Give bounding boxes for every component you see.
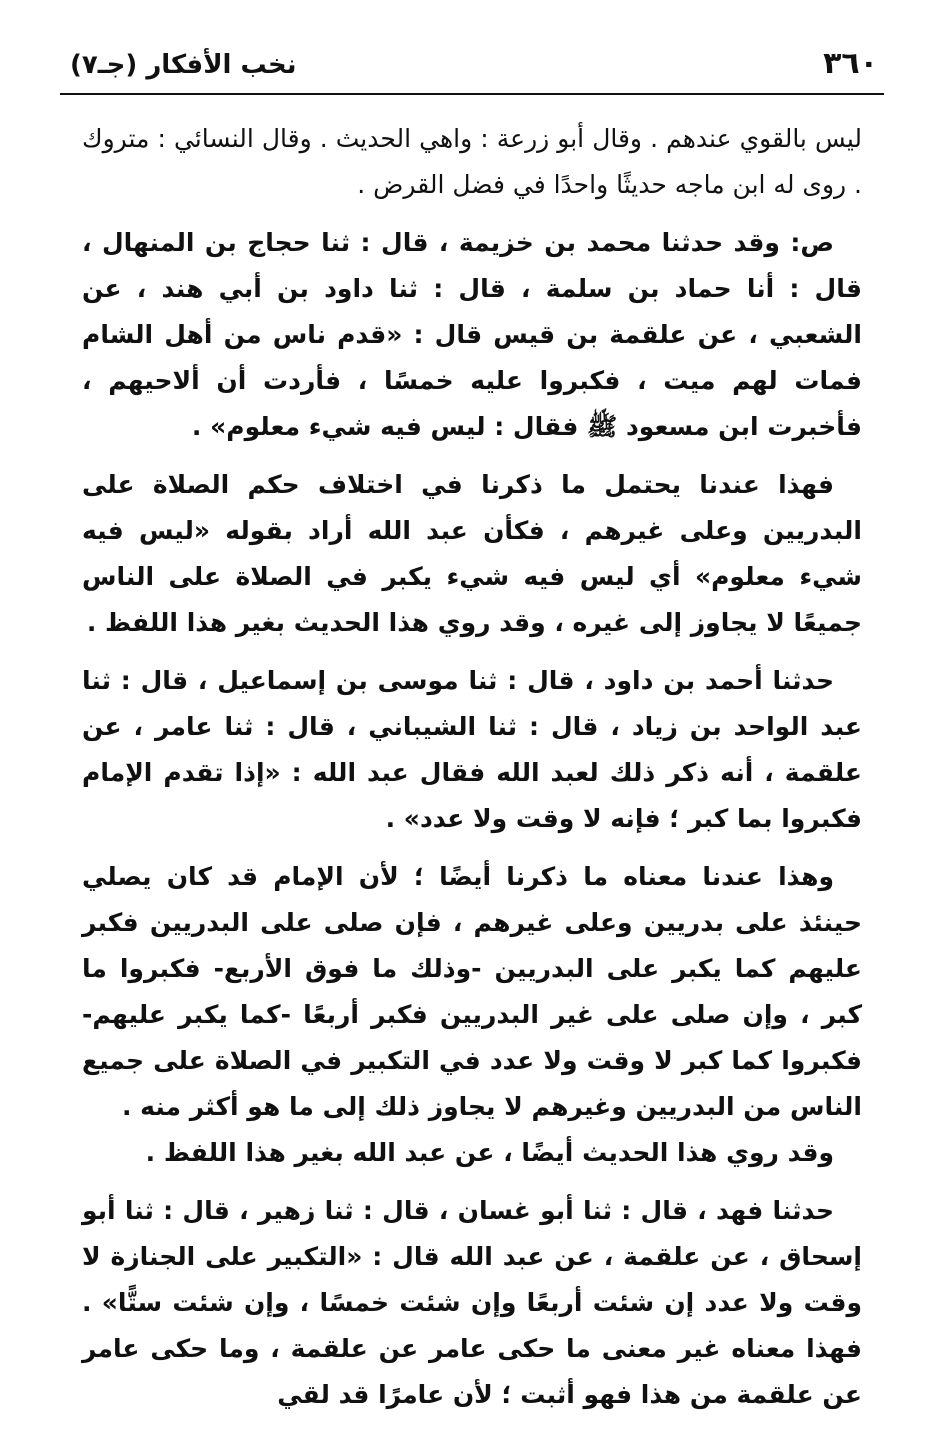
paragraph-commentary-badriyyin: فهذا عندنا يحتمل ما ذكرنا في اختلاف حكم الصلاة على البدريين وعلى غيرهم ، فكأن عبد الله أراد بقوله «ليس فيه شيء معلوم» أي ليس فيه شيء يكبر في الصلاة على الناس جميعًا لا يجاوز إلى غيره ، وقد روي هذا الحديث بغير هذا اللفظ . <box>82 470 862 637</box>
paragraph-hadith-ibn-khuzayma: ص: وقد حدثنا محمد بن خزيمة ، قال : ثنا حجاج بن المنهال ، قال : أنا حماد بن سلمة ، قال : ثنا داود بن أبي هند ، عن الشعبي ، عن علقمة بن قيس قال : «قدم ناس من أهل الشام فمات لهم ميت ، فكبروا عليه خمسًا ، فأردت أن ألاحيهم ، فأخبرت ابن مسعود ﷺ فقال : ليس فيه شيء معلوم» . <box>82 228 862 441</box>
paragraph-other-wording: وقد روي هذا الحديث أيضًا ، عن عبد الله بغير هذا اللفظ . <box>145 1138 834 1167</box>
page-header <box>60 40 884 90</box>
header-divider <box>60 93 884 95</box>
book-title: نخب الأفكار (جـ٧) <box>70 50 297 80</box>
paragraph-hadith-fahd: حدثنا فهد ، قال : ثنا أبو غسان ، قال : ثنا زهير ، قال : ثنا أبو إسحاق ، عن علقمة ، عن عبد الله قال : «التكبير على الجنازة لا وقت ولا عدد إن شئت أربعًا وإن شئت خمسًا ، وإن شئت ستًّا» . فهذا معناه غير معنى ما حكى عامر عن علقمة ، وما حكى عامر عن علقمة من هذا فهو أثبت ؛ لأن عامرًا قد لقي <box>82 1196 862 1409</box>
paragraph-commentary-imam: وهذا عندنا معناه ما ذكرنا أيضًا ؛ لأن الإمام قد كان يصلي حينئذ على بدريين وعلى غيرهم ، فإن صلى على البدريين فكبر عليهم كما يكبر على البدريين -وذلك ما فوق الأربع- فكبروا ما كبر ، وإن صلى على غير البدريين فكبر أربعًا -كما يكبر عليهم- فكبروا كما كبر لا وقت ولا عدد في التكبير في الصلاة على جميع الناس من البدريين وغيرهم لا يجاوز ذلك إلى ما هو أكثر منه . <box>82 862 862 1121</box>
page-body <box>82 116 862 1430</box>
paragraph-narrator-note: ليس بالقوي عندهم . وقال أبو زرعة : واهي الحديث . وقال النسائي : متروك . روى له ابن ماجه حديثًا واحدًا في فضل القرض . <box>82 124 862 199</box>
page-number: ٣٦٠ <box>823 46 878 81</box>
paragraph-hadith-ahmad-ibn-dawud: حدثنا أحمد بن داود ، قال : ثنا موسى بن إسماعيل ، قال : ثنا عبد الواحد بن زياد ، قال : ثنا الشيباني ، قال : ثنا عامر ، عن علقمة ، أنه ذكر ذلك لعبد الله فقال عبد الله : «إذا تقدم الإمام فكبروا بما كبر ؛ فإنه لا وقت ولا عدد» . <box>82 666 862 833</box>
